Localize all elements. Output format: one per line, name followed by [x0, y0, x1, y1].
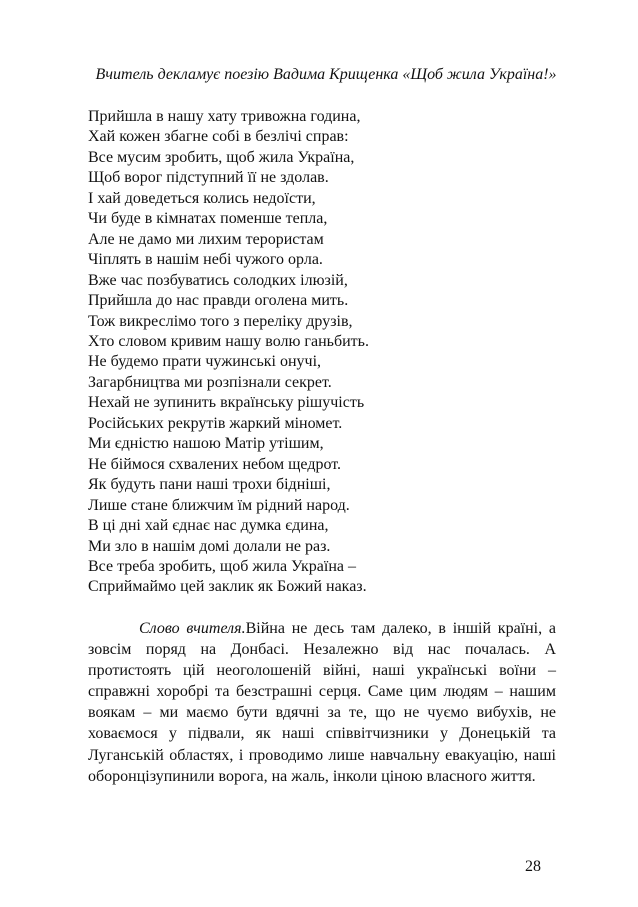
section-heading: Вчитель декламує поезію Вадима Крищенка «Щоб жила Україна!»	[95, 66, 557, 83]
teacher-speech-label: Слово вчителя.	[139, 620, 246, 637]
poem-line: Сприймаймо цей заклик як Божий наказ.	[88, 578, 367, 596]
poem-line: Не біймося схвалених небом щедрот.	[88, 455, 342, 473]
poem-line: Російських рекрутів жаркий міномет.	[88, 414, 343, 432]
poem-line: Прийшла до нас правди оголена мить.	[88, 292, 349, 310]
poem-line: Все мусим зробить, щоб жила Україна,	[88, 148, 355, 166]
poem-line: Чи буде в кімнатах поменше тепла,	[88, 210, 328, 228]
poem-line: Ми зло в нашім домі долали не раз.	[88, 537, 331, 555]
poem-line: Як будуть пани наші трохи бідніші,	[88, 476, 331, 494]
poem-line: Хто словом кривим нашу волю ганьбить.	[88, 332, 369, 350]
poem-line: І хай доведеться колись недоїсти,	[88, 189, 316, 207]
poem-line: Лише стане ближчим їм рідний народ.	[88, 496, 350, 514]
poem-line: Вже час позбуватись солодких ілюзій,	[88, 271, 348, 289]
poem-line: Але не дамо ми лихим терористам	[88, 230, 324, 248]
poem	[88, 107, 568, 598]
poem-line: Прийшла в нашу хату тривожна година,	[88, 108, 361, 125]
poem-line: Загарбництва ми розпізнали секрет.	[88, 373, 332, 391]
teacher-speech-text: Війна не десь там далеко, в іншій країні, а зовсім поряд на Донбасі. Незалежно від нас почалась. А протистоять цій неоголошеній війні, наші українські воїни – справжні хоробрі та безстрашні серця. Саме цим людям – нашим воякам – ми маємо бути вдячні за те, що не чуємо вибухів, не ховаємося у підвали, як наші співвітчизники у Донецькій та Луганській областях, і проводимо лише навчальну евакуацію, наші оборонцізупинили ворога, на жаль, інколи ціною власного життя.	[88, 620, 557, 785]
teacher-speech-paragraph	[88, 618, 556, 787]
poem-line: Щоб ворог підступний її не здолав.	[88, 169, 329, 187]
poem-line: Не будемо прати чужинські онучі,	[88, 353, 322, 371]
poem-line: В ці дні хай єднає нас думка єдина,	[88, 517, 329, 535]
poem-line: Все треба зробить, щоб жила Україна –	[88, 557, 356, 575]
poem-line: Тож викреслімо того з переліку друзів,	[88, 312, 353, 330]
poem-line: Хай кожен збагне собі в безлічі справ:	[88, 128, 349, 146]
page-number: 28	[525, 858, 541, 875]
poem-line: Нехай не зупинить вкраїнську рішучість	[88, 394, 365, 412]
poem-line: Чіплять в нашім небі чужого орла.	[88, 251, 323, 269]
poem-line: Ми єдністю нашою Матір утішим,	[88, 435, 324, 453]
